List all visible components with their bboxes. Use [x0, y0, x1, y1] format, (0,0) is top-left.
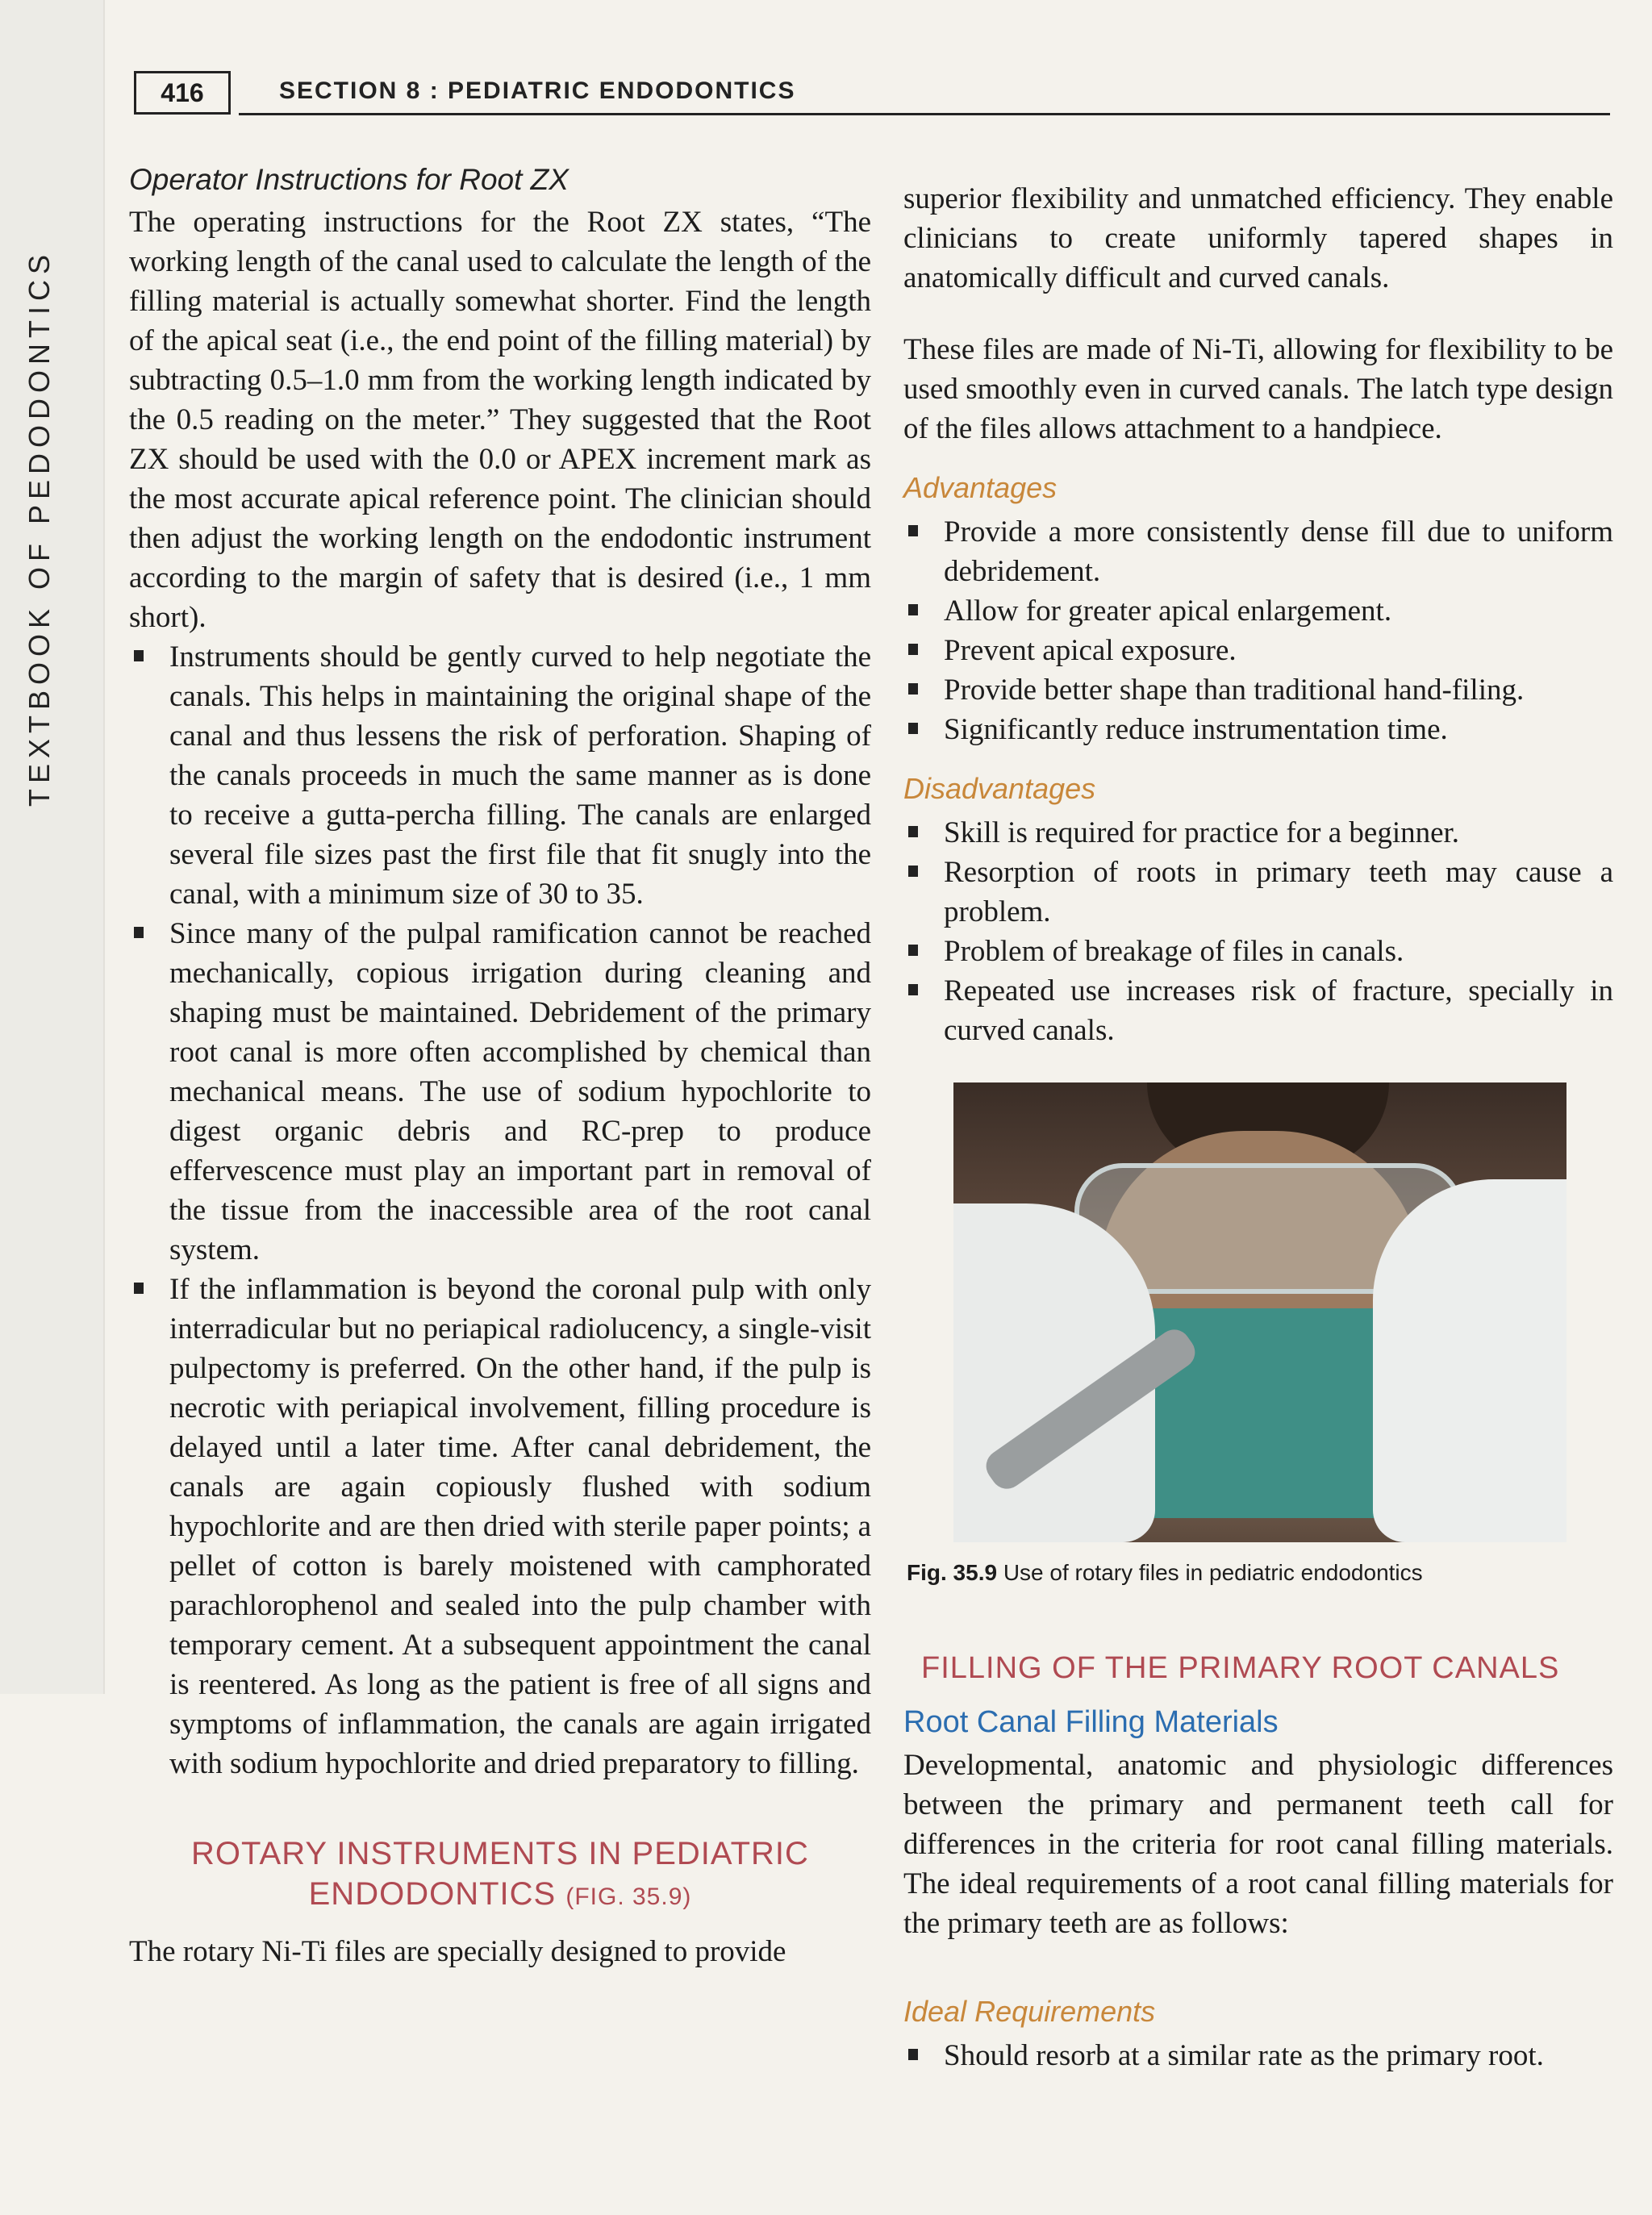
bullet-icon [908, 525, 918, 536]
page-number: 416 [134, 71, 231, 115]
list-item-text: Significantly reduce instrumentation time. [944, 713, 1448, 746]
advantages-heading: Advantages [903, 471, 1058, 504]
header-divider [239, 113, 1610, 115]
list-item [903, 932, 1613, 971]
root-zx-subheading: Operator Instructions for Root ZX [129, 163, 569, 196]
bullet-icon [908, 2049, 918, 2060]
list-item-text: Prevent apical exposure. [944, 634, 1237, 667]
list-item-text: Skill is required for practice for a beginner. [944, 816, 1460, 849]
bullet-icon [908, 723, 918, 734]
list-item [903, 2036, 1613, 2075]
bullet-icon [908, 866, 918, 877]
list-item-text: Allow for greater apical enlargement. [944, 594, 1392, 628]
disadvantages-list [903, 813, 1613, 1050]
instruction-list [129, 637, 871, 1783]
figure-caption-text: Use of rotary files in pediatric endodontics [1003, 1560, 1423, 1585]
list-item [903, 971, 1613, 1050]
bullet-icon [908, 604, 918, 615]
figure-photo [953, 1082, 1566, 1542]
list-item [903, 813, 1613, 853]
list-item-text: Instruments should be gently curved to help negotiate the canals. This helps in maintaining the original shape of the canal and thus lessens the risk of perforation. Shaping of the canals proceeds in much the same manner as is done to receive a gutta-percha filling. The canals are enlarged several file sizes past the first file that fit snugly into the canal, with a minimum size of 30 to 35. [169, 640, 871, 911]
bullet-icon [134, 927, 144, 938]
list-item [903, 670, 1613, 710]
gloved-hand-right [1373, 1179, 1566, 1542]
filling-section-heading: FILLING OF THE PRIMARY ROOT CANALS [921, 1651, 1560, 1685]
sidebar-book-title: TEXTBOOK OF PEDODONTICS [23, 248, 56, 807]
list-item-text: Provide a more consistently dense fill due to uniform debridement. [944, 515, 1613, 588]
list-item [903, 853, 1613, 932]
advantages-list [903, 512, 1613, 749]
rotary-heading-text: ROTARY INSTRUMENTS IN PEDIATRIC ENDODONTICS [191, 1836, 809, 1912]
list-item-text: Resorption of roots in primary teeth may cause a problem. [944, 856, 1613, 928]
rotary-continued-paragraph: superior flexibility and unmatched efficiency. They enable clinicians to create uniformly tapered shapes in anatomically difficult and curved canals. [903, 182, 1613, 294]
bullet-icon [908, 644, 918, 655]
list-item [903, 591, 1613, 631]
list-item [129, 637, 871, 914]
list-item [903, 710, 1613, 749]
bullet-icon [908, 945, 918, 956]
niti-paragraph: These files are made of Ni-Ti, allowing for flexibility to be used smoothly even in curved canals. The latch type design of the files allows attachment to a handpiece. [903, 333, 1613, 445]
disadvantages-heading: Disadvantages [903, 772, 1096, 805]
list-item [129, 1270, 871, 1783]
list-item-text: Provide better shape than traditional hand-filing. [944, 674, 1525, 707]
list-item-text: If the inflammation is beyond the coronal pulp with only interradicular but no periapical radiolucency, a single-visit pulpectomy is preferred. On the other hand, if the pulp is necrotic with periapical involvement, filling procedure is delayed until a later time. After canal debridement, the canals are again copiously flushed with sodium hypochlorite and are then dried with sterile paper points; a pellet of cotton is barely moistened with camphorated parachlorophenol and sealed into the pulp chamber with temporary cement. At a subsequent appointment the canal is reentered. As long as the patient is free of all signs and symptoms of inflammation, the canals are again irrigated with sodium hypochlorite and dried preparatory to filling. [169, 1273, 871, 1780]
list-item [129, 914, 871, 1270]
ideal-requirements-list [903, 2036, 1613, 2075]
materials-paragraph: Developmental, anatomic and physiologic differences between the primary and permanent teeth call for differences in the criteria for root canal filling materials. The ideal requirements of a root canal filling materials for the primary teeth are as follows: [903, 1749, 1613, 1940]
page-header [134, 71, 1618, 119]
figure-caption [907, 1557, 1613, 1589]
bullet-icon [908, 984, 918, 995]
rotary-figure-reference: (FIG. 35.9) [565, 1883, 692, 1910]
right-column [903, 179, 1613, 2075]
materials-subheading: Root Canal Filling Materials [903, 1705, 1279, 1739]
root-zx-paragraph: The operating instructions for the Root ZX states, “The working length of the canal used to calculate the length of the filling material is actually somewhat shorter. Find the length of the apical seat (i.e., the end point of the filling material) by subtracting 0.5–1.0 mm from the working length indicated by the 0.5 reading on the meter.” They suggested that the Root ZX should be used with the 0.0 or APEX increment mark as the most accurate apical reference point. The clinician should then adjust the working length on the endodontic instrument according to the margin of safety that is desired (i.e., 1 mm short). [129, 206, 871, 634]
bullet-icon [134, 1283, 144, 1294]
figure-label: Fig. 35.9 [907, 1560, 998, 1585]
ideal-requirements-heading: Ideal Requirements [903, 1995, 1156, 2028]
rotary-paragraph: The rotary Ni-Ti files are specially designed to provide [129, 1935, 786, 1968]
sidebar-tab [0, 0, 105, 1694]
list-item-text: Repeated use increases risk of fracture, specially in curved canals. [944, 974, 1613, 1047]
rotary-section-heading [129, 1833, 871, 1917]
left-column [129, 160, 871, 1971]
list-item-text: Should resorb at a similar rate as the primary root. [944, 2039, 1544, 2072]
section-title: SECTION 8 : PEDIATRIC ENDODONTICS [279, 77, 796, 104]
bullet-icon [134, 650, 144, 661]
list-item-text: Problem of breakage of files in canals. [944, 935, 1404, 968]
bullet-icon [908, 683, 918, 695]
list-item [903, 631, 1613, 670]
list-item-text: Since many of the pulpal ramification cannot be reached mechanically, copious irrigation during cleaning and shaping must be maintained. Debridement of the primary root canal is more often accomplished by chemical than mechanical means. The use of sodium hypochlorite to digest organic debris and RC-prep to produce effervescence must play an important part in removal of the tissue from the inaccessible area of the root canal system. [169, 917, 871, 1266]
list-item [903, 512, 1613, 591]
bullet-icon [908, 826, 918, 837]
